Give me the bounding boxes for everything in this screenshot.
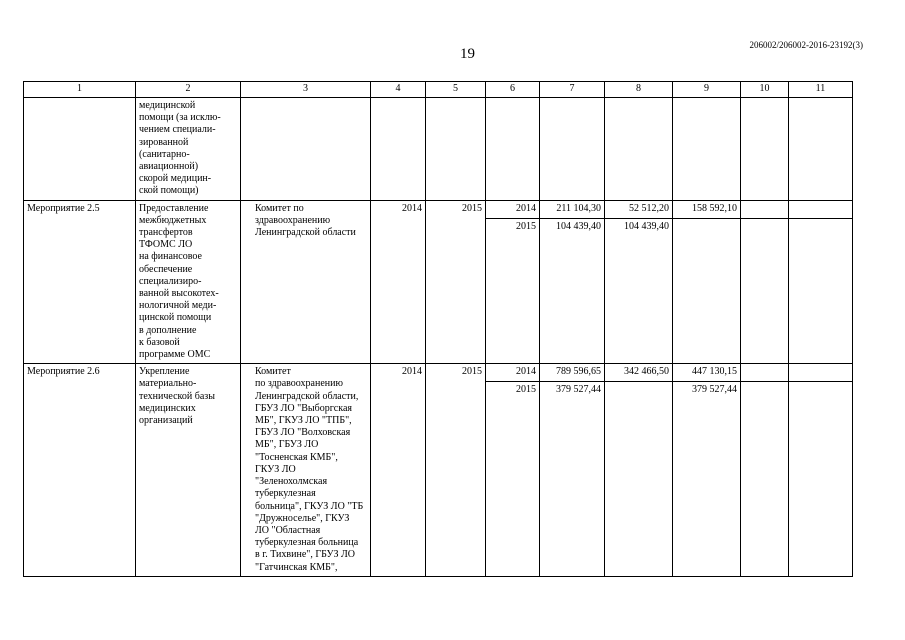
header-col-4: 4 (371, 82, 426, 98)
header-row (24, 82, 853, 98)
regional-cell (673, 364, 741, 576)
year-2015: 2015 (516, 384, 536, 396)
col11-cell (789, 98, 853, 201)
total-cell (540, 98, 605, 201)
col11-cell (789, 200, 853, 364)
regional-2014: 447 130,15 (673, 364, 740, 382)
year-cell (486, 98, 540, 201)
end-year-cell: 2015 (426, 364, 486, 576)
regional-2015: 379 527,44 (692, 384, 737, 396)
total-2014: 211 104,30 (540, 201, 604, 219)
year-2014: 2014 (486, 364, 539, 382)
regional-cell (673, 200, 741, 364)
end-year-cell: 2015 (426, 200, 486, 364)
header-col-5: 5 (426, 82, 486, 98)
activity-description-cell: Предоставление межбюджетных трансфертов ТФОМС ЛО на финансовое обеспечение специализиро- ванной высокотех- нологичной меди- цинской помощи в дополнение к базовой программе ОМС (136, 200, 241, 364)
page-number: 19 (460, 46, 475, 62)
total-2015: 104 439,40 (556, 220, 601, 232)
header-col-8: 8 (605, 82, 673, 98)
year-2014: 2014 (486, 201, 539, 219)
total-cell (540, 200, 605, 364)
year-cell (486, 200, 540, 364)
program-activities-table (23, 81, 853, 577)
activity-name-cell: Мероприятие 2.6 (24, 364, 136, 576)
col10-cell (741, 200, 789, 364)
executor-cell (241, 98, 371, 201)
federal-2015: 104 439,40 (624, 220, 669, 232)
table-row (24, 364, 853, 576)
table-row (24, 200, 853, 364)
federal-cell (605, 98, 673, 201)
year-2015: 2015 (516, 220, 536, 232)
col10-cell (741, 98, 789, 201)
executor-cell: Комитет по здравоохранению Ленинградской области, ГБУЗ ЛО "Выборгская МБ", ГКУЗ ЛО "ТПБ", ГБУЗ ЛО "Волховская МБ", ГБУЗ ЛО "Тосненская КМБ", ГКУЗ ЛО "Зеленохолмская туберкулезная больница", ГКУЗ ЛО "ТБ "Дружноселье", ГКУЗ ЛО "Областная туберкулезная больница в г. Тихвине", ГБУЗ ЛО "Гатчинская КМБ", (241, 364, 371, 576)
start-year-cell: 2014 (371, 200, 426, 364)
activity-description-cell: медицинской помощи (за исклю- чением специали- зированной (санитарно- авиационной) скорой медицин- ской помощи) (136, 98, 241, 201)
federal-cell (605, 200, 673, 364)
header-col-11: 11 (789, 82, 853, 98)
executor-cell: Комитет по здравоохранению Ленинградской области (241, 200, 371, 364)
header-col-3: 3 (241, 82, 371, 98)
federal-2014: 342 466,50 (605, 364, 672, 382)
document-id: 206002/206002-2016-23192(3) (749, 40, 863, 50)
header-col-2: 2 (136, 82, 241, 98)
federal-cell (605, 364, 673, 576)
start-year-cell: 2014 (371, 364, 426, 576)
header-col-7: 7 (540, 82, 605, 98)
year-cell (486, 364, 540, 576)
header-col-6: 6 (486, 82, 540, 98)
table-row (24, 98, 853, 201)
header-col-1: 1 (24, 82, 136, 98)
activity-name-cell: Мероприятие 2.5 (24, 200, 136, 364)
total-2015: 379 527,44 (556, 384, 601, 396)
regional-cell (673, 98, 741, 201)
federal-2014: 52 512,20 (605, 201, 672, 219)
col11-cell (789, 364, 853, 576)
col10-cell (741, 364, 789, 576)
end-year-cell (426, 98, 486, 201)
regional-2014: 158 592,10 (673, 201, 740, 219)
federal-2015 (605, 382, 672, 399)
header-col-9: 9 (673, 82, 741, 98)
start-year-cell (371, 98, 426, 201)
total-2014: 789 596,65 (540, 364, 604, 382)
regional-2015 (673, 219, 740, 236)
header-col-10: 10 (741, 82, 789, 98)
total-cell (540, 364, 605, 576)
activity-description-cell: Укрепление материально- технической базы медицинских организаций (136, 364, 241, 576)
activity-name-cell (24, 98, 136, 201)
